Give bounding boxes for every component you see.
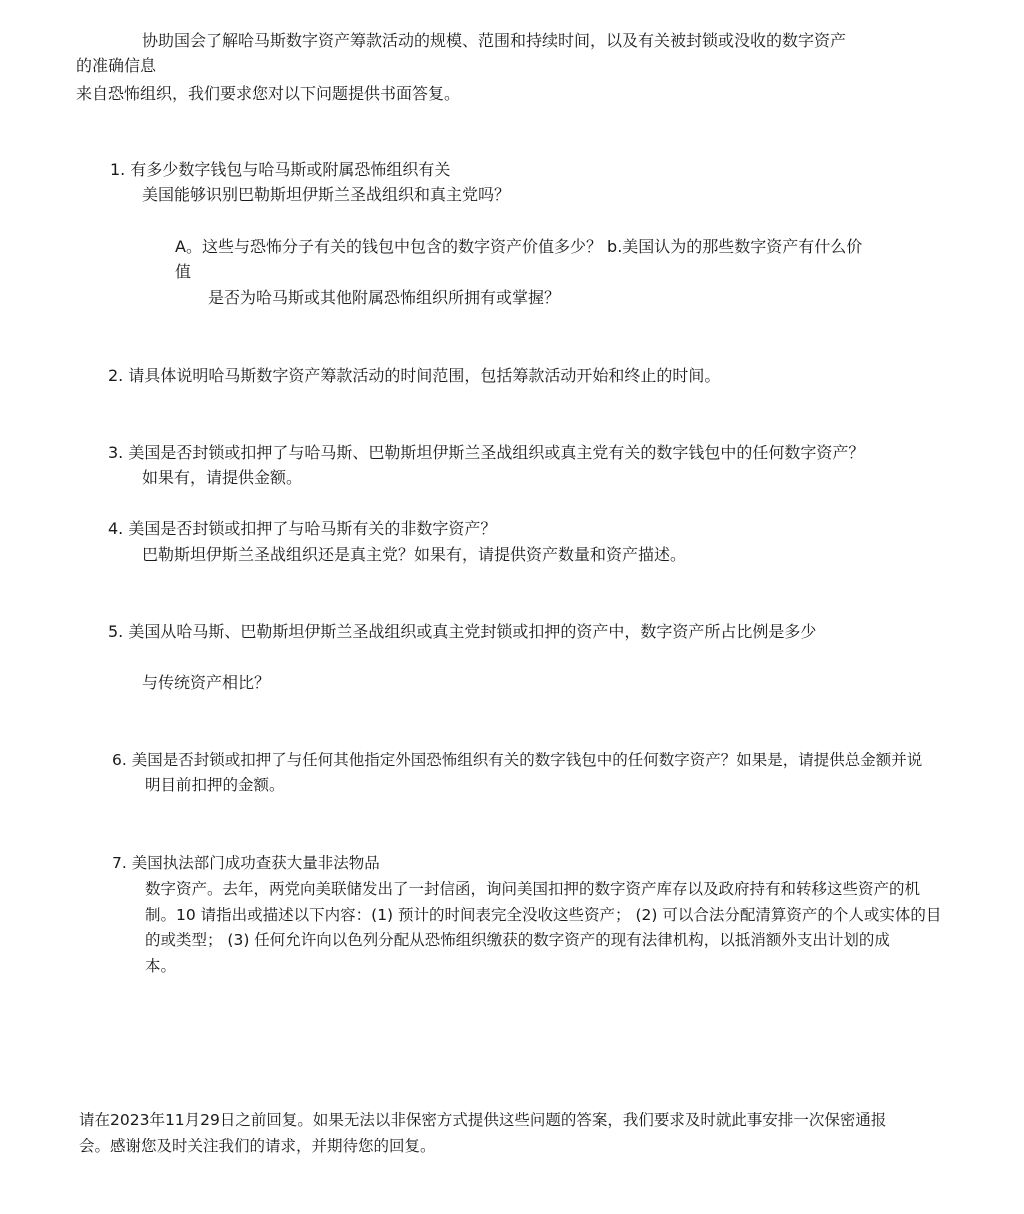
q6-line-1: 6. 美国是否封锁或扣押了与任何其他指定外国恐怖组织有关的数字钱包中的任何数字资产？如果是，请提供总金额并说 [112,751,923,769]
q7-line-1: 7. 美国执法部门成功查获大量非法物品 [112,854,380,872]
q1-line-1: 1. 有多少数字钱包与哈马斯或附属恐怖组织有关 [110,160,451,179]
intro-line-2: 的准确信息 [76,56,157,75]
q2-line-1: 2. 请具体说明哈马斯数字资产筹款活动的时间范围，包括筹款活动开始和终止的时间。 [108,366,721,385]
q7-line-4: 的或类型； (3) 任何允许向以色列分配从恐怖组织缴获的数字资产的现有法律机构，以抵消额外支出计划的成 [145,931,890,949]
q7-line-2: 数字资产。去年，两党向美联储发出了一封信函，询问美国扣押的数字资产库存以及政府持有和转移这些资产的机 [145,880,921,898]
q1-sub-line-3: 是否为哈马斯或其他附属恐怖组织所拥有或掌握？ [208,288,561,307]
q7-line-3: 制。10 请指出或描述以下内容：(1) 预计的时间表完全没收这些资产； (2) 可以合法分配清算资产的个人或实体的目 [145,906,942,924]
q1-sub-line-2: 值 [175,262,192,281]
intro-line-1: 协助国会了解哈马斯数字资产筹款活动的规模、范围和持续时间，以及有关被封锁或没收的数字资产 [142,31,847,50]
closing-line-2: 会。感谢您及时关注我们的请求，并期待您的回复。 [79,1137,436,1155]
q5-line-1: 5. 美国从哈马斯、巴勒斯坦伊斯兰圣战组织或真主党封锁或扣押的资产中，数字资产所占比例是多少 [108,622,817,641]
closing-line-1: 请在2023年11月29日之前回复。如果无法以非保密方式提供这些问题的答案，我们要求及时就此事安排一次保密通报 [79,1111,887,1129]
q1-line-2: 美国能够识别巴勒斯坦伊斯兰圣战组织和真主党吗？ [142,185,511,204]
q3-line-1: 3. 美国是否封锁或扣押了与哈马斯、巴勒斯坦伊斯兰圣战组织或真主党有关的数字钱包中的任何数字资产？ [108,443,865,462]
q4-line-2: 巴勒斯坦伊斯兰圣战组织还是真主党？如果有，请提供资产数量和资产描述。 [142,545,687,564]
q4-line-1: 4. 美国是否封锁或扣押了与哈马斯有关的非数字资产？ [108,519,497,538]
q6-line-2: 明目前扣押的金额。 [145,776,285,794]
q7-line-5: 本。 [145,957,177,975]
q1-sub-line-1: A。这些与恐怖分子有关的钱包中包含的数字资产价值多少？ b.美国认为的那些数字资产有什么价 [175,237,863,256]
q3-line-2: 如果有，请提供金额。 [142,468,303,487]
q5-line-2: 与传统资产相比？ [142,673,271,692]
intro-line-3: 来自恐怖组织，我们要求您对以下问题提供书面答复。 [76,84,461,103]
